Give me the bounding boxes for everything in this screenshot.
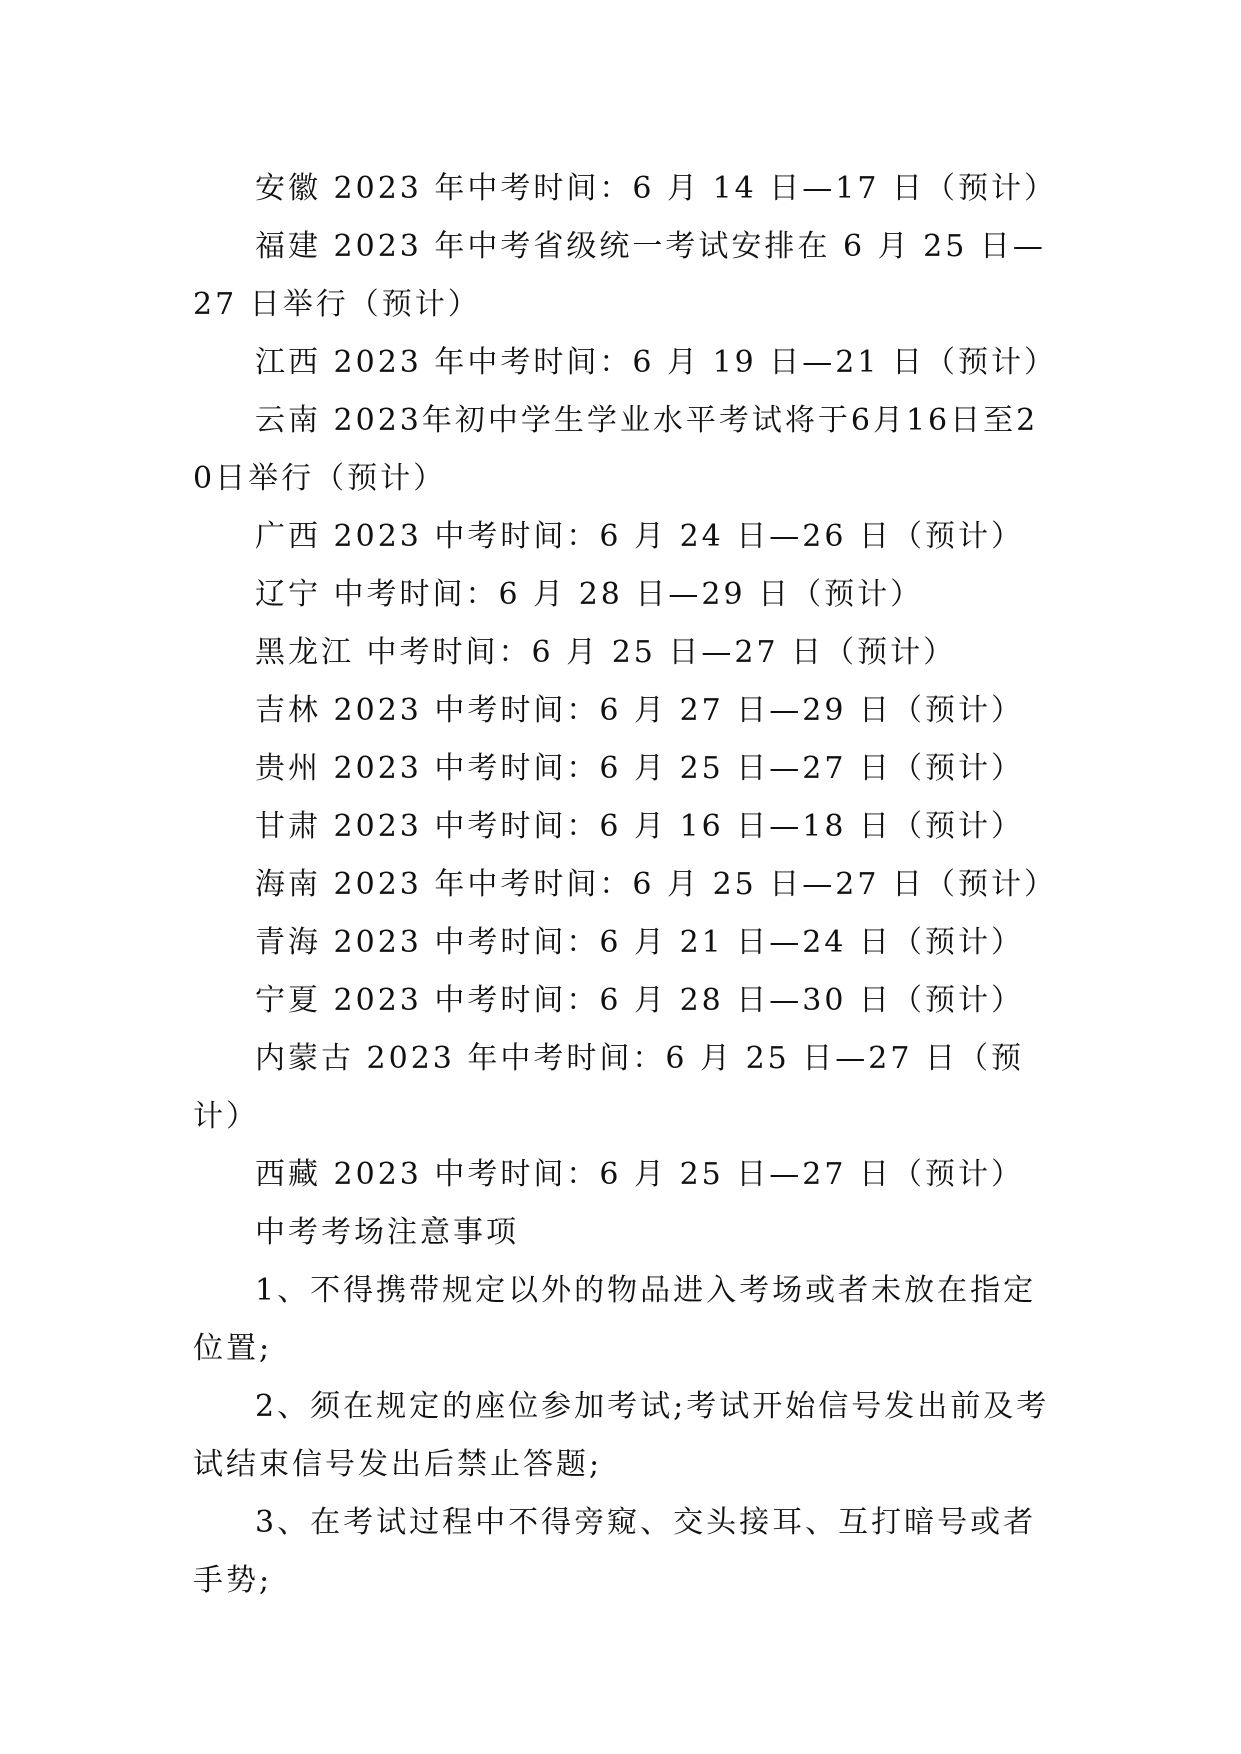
paragraph-guangxi: 广西 2023 中考时间：6 月 24 日—26 日（预计） bbox=[255, 519, 1024, 554]
section-heading: 中考考场注意事项 bbox=[255, 1215, 519, 1250]
paragraph-yunnan: 云南 2023年初中学生学业水平考试将于6月16日至20日举行（预计） bbox=[193, 403, 1039, 496]
paragraph-liaoning: 辽宁 中考时间：6 月 28 日—29 日（预计） bbox=[255, 577, 924, 612]
paragraph-gansu: 甘肃 2023 中考时间：6 月 16 日—18 日（预计） bbox=[255, 809, 1024, 844]
paragraph-xizang: 西藏 2023 中考时间：6 月 25 日—27 日（预计） bbox=[255, 1157, 1024, 1192]
notice-item-3: 3、在考试过程中不得旁窥、交头接耳、互打暗号或者手势; bbox=[193, 1505, 1037, 1598]
notice-item-2: 2、须在规定的座位参加考试;考试开始信号发出前及考试结束信号发出后禁止答题; bbox=[193, 1389, 1050, 1482]
document-body bbox=[193, 160, 1057, 1610]
notice-item-1: 1、不得携带规定以外的物品进入考场或者未放在指定位置; bbox=[193, 1273, 1037, 1366]
paragraph-qinghai: 青海 2023 中考时间：6 月 21 日—24 日（预计） bbox=[255, 925, 1024, 960]
paragraph-heilongjiang: 黑龙江 中考时间：6 月 25 日—27 日（预计） bbox=[255, 635, 957, 670]
paragraph-hainan: 海南 2023 年中考时间：6 月 25 日—27 日（预计） bbox=[255, 867, 1057, 902]
paragraph-jiangxi: 江西 2023 年中考时间：6 月 19 日—21 日（预计） bbox=[255, 345, 1057, 380]
paragraph-guizhou: 贵州 2023 中考时间：6 月 25 日—27 日（预计） bbox=[255, 751, 1024, 786]
paragraph-ningxia: 宁夏 2023 中考时间：6 月 28 日—30 日（预计） bbox=[255, 983, 1024, 1018]
paragraph-neimenggu: 内蒙古 2023 年中考时间：6 月 25 日—27 日（预计） bbox=[193, 1041, 1024, 1134]
paragraph-anhui: 安徽 2023 年中考时间：6 月 14 日—17 日（预计） bbox=[255, 171, 1057, 206]
paragraph-jilin: 吉林 2023 中考时间：6 月 27 日—29 日（预计） bbox=[255, 693, 1024, 728]
paragraph-fujian: 福建 2023 年中考省级统一考试安排在 6 月 25 日—27 日举行（预计） bbox=[193, 229, 1046, 322]
